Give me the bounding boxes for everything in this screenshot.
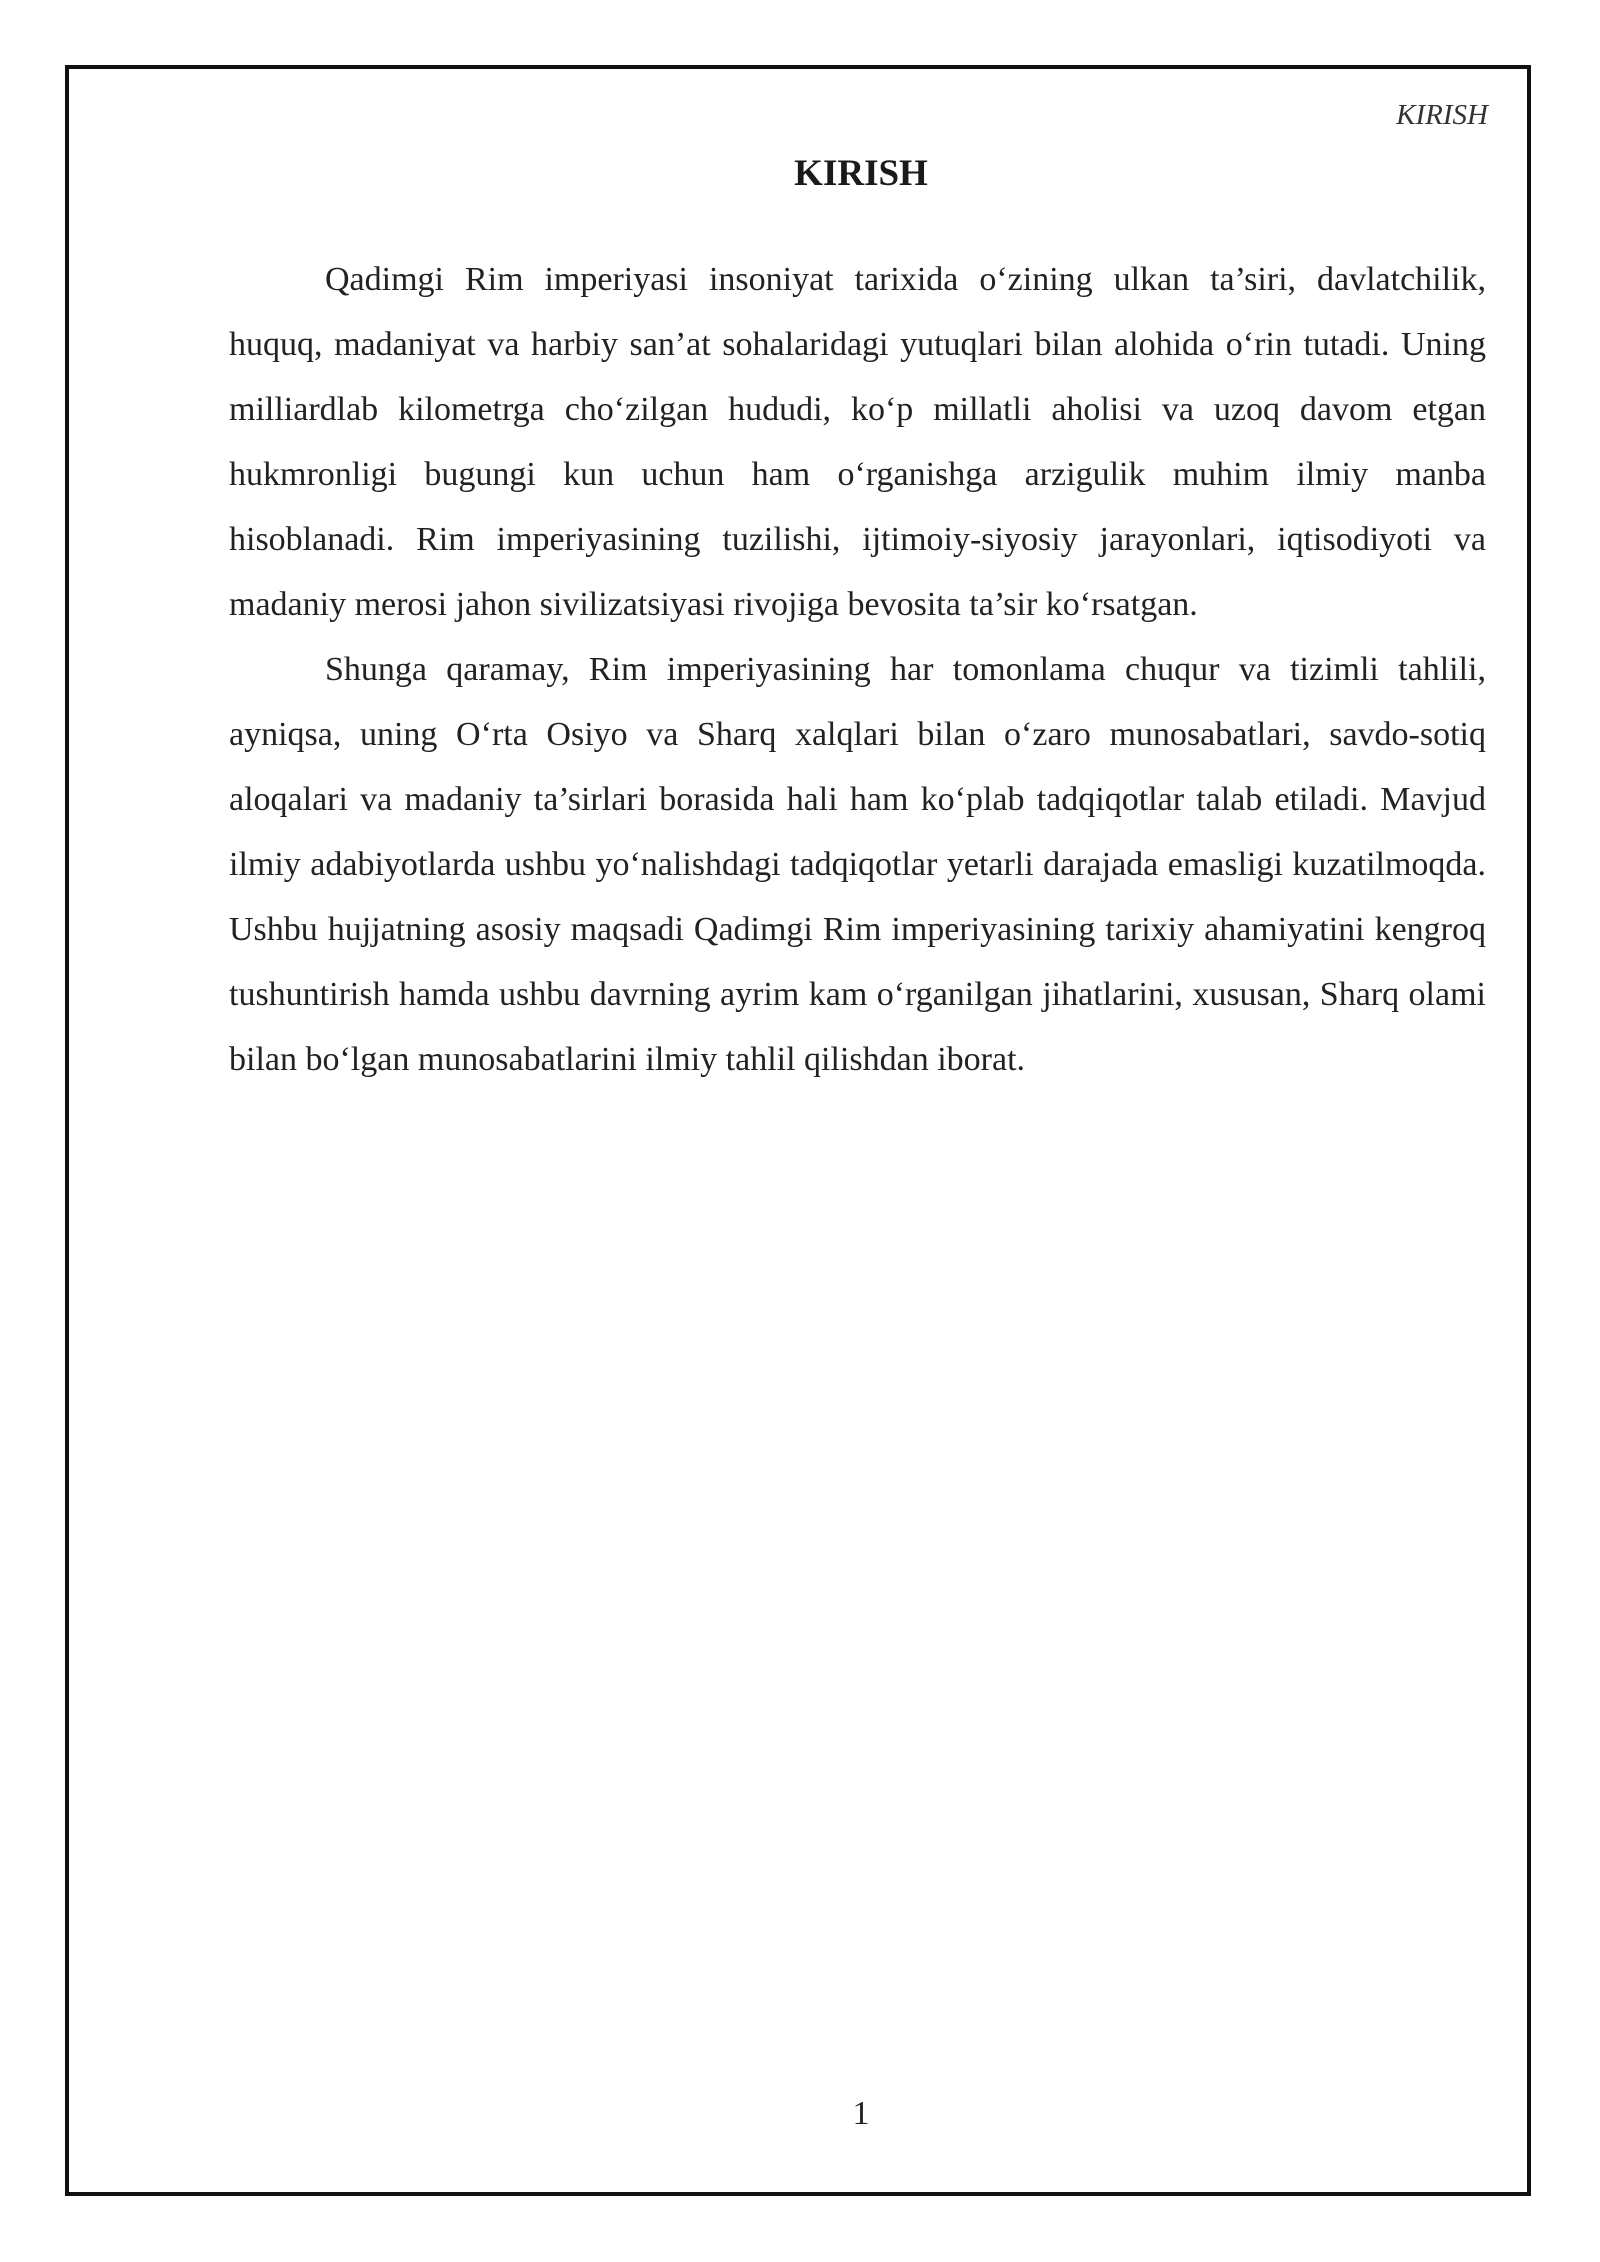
document-body [229,247,1486,1092]
page-number: 1 [852,2095,870,2132]
paragraph-1: Qadimgi Rim imperiyasi insoniyat tarixida o‘zining ulkan ta’siri, davlatchilik, huquq, madaniyat va harbiy san’at sohalaridagi yutuqlari bilan alohida o‘rin tutadi. Uning milliardlab kilometrga cho‘zilgan hududi, ko‘p millatli aholisi va uzoq davom etgan hukmronligi bugungi kun uchun ham o‘rganishga arzigulik muhim ilmiy manba hisoblanadi. Rim imperiyasining tuzilishi, ijtimoiy-siyosiy jarayonlari, iqtisodiyoti va madaniy merosi jahon sivilizatsiyasi rivojiga bevosita ta’sir ko‘rsatgan. [229,261,1486,623]
page-title: KIRISH [794,153,928,194]
paragraph-2: Shunga qaramay, Rim imperiyasining har tomonlama chuqur va tizimli tahlili, ayniqsa, uning O‘rta Osiyo va Sharq xalqlari bilan o‘zaro munosabatlari, savdo-sotiq aloqalari va madaniy ta’sirlari borasida hali ham ko‘plab tadqiqotlar talab etiladi. Mavjud ilmiy adabiyotlarda ushbu yo‘nalishdagi tadqiqotlar yetarli darajada emasligi kuzatilmoqda. Ushbu hujjatning asosiy maqsadi Qadimgi Rim imperiyasining tarixiy ahamiyatini kengroq tushuntirish hamda ushbu davrning ayrim kam o‘rganilgan jihatlarini, xususan, Sharq olami bilan bo‘lgan munosabatlarini ilmiy tahlil qilishdan iborat. [229,651,1486,1078]
running-header: KIRISH [1396,99,1488,131]
